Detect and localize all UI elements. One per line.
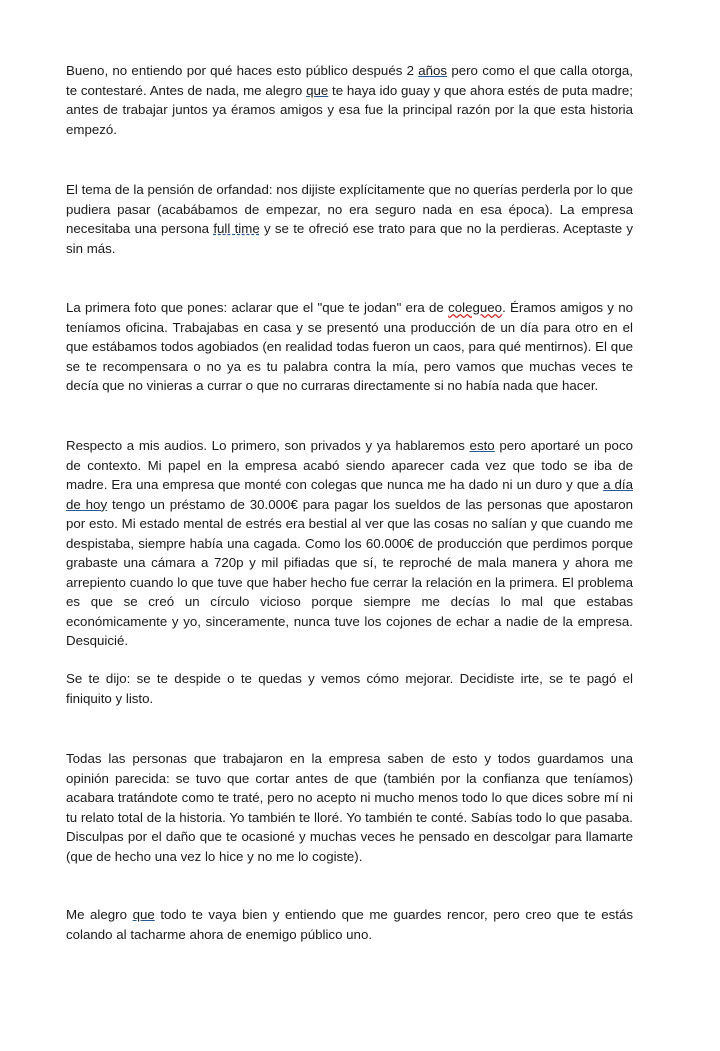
grammar-mark: años xyxy=(418,63,448,78)
text-run: Se te dijo: se te despide o te quedas y vemos cómo mejorar. Decidiste irte, se te pagó el finiquito y listo. xyxy=(66,671,633,706)
paragraph-6 xyxy=(66,749,633,866)
paragraph-5 xyxy=(66,669,633,708)
grammar-mark: esto xyxy=(469,438,495,453)
paragraph-3 xyxy=(66,298,633,396)
text-run: te haya ido guay y que ahora estés de puta madre; antes de trabajar juntos ya éramos amigos y esa fue la principal razón por la que esta historia empezó. xyxy=(66,82,633,137)
grammar-mark: a día de hoy xyxy=(66,477,634,512)
paragraph-2 xyxy=(66,180,633,258)
text-run: todo te vaya bien y entiendo que me guardes rencor, pero creo que te estás colando al tacharme ahora de enemigo público uno. xyxy=(66,907,633,942)
text-run: Bueno, no entiendo por qué haces esto público después 2 xyxy=(66,63,419,78)
text-run: Respecto a mis audios. Lo primero, son privados y ya hablaremos xyxy=(66,438,470,453)
style-mark: full time xyxy=(213,221,260,236)
grammar-mark: que xyxy=(306,82,329,98)
grammar-mark: que xyxy=(132,907,155,922)
text-run: y se te ofreció ese trato para que no la perdieras. Aceptaste y sin más. xyxy=(66,221,633,256)
spelling-mark: colegueo xyxy=(448,300,503,315)
text-run: . Éramos amigos y no teníamos oficina. Trabajabas en casa y se presentó una producción de un día para otro en el que estábamos todos agobiados (en realidad todas fueron un caos, para qué mentirnos). El que se te recompensara o no ya es tu palabra contra la mía, pero vamos que muchas veces te decía que no vinieras a currar o que no curraras directamente si no había nada que hacer. xyxy=(66,300,633,393)
paragraph-4 xyxy=(66,436,633,651)
text-run: pero aportaré un poco de contexto. Mi papel en la empresa acabó siendo aparecer cada vez que todo se iba de madre. Era una empresa que monté con colegas que nunca me ha dado ni un duro y que xyxy=(66,438,633,492)
text-run: Me alegro xyxy=(66,907,133,922)
text-run: tengo un préstamo de 30.000€ para pagar los sueldos de las personas que apostaron por esto. Mi estado mental de estrés era bestial al ver que las cosas no salían y que cuando me despistaba, siempre había una cagada. Como los 60.000€ de producción que perdimos porque grabaste una cámara a 720p y mil pifiadas que sí, te reproché de mala manera y ahora me arrepiento cuando lo que tuve que haber hecho fue cerrar la relación en la primera. El problema es que se creó un círculo vicioso porque siempre me decías lo mal que estabas económicamente y yo, sinceramente, nunca tuve los cojones de echar a nadie de la empresa. Desquicié. xyxy=(66,496,633,648)
text-run: pero como el que calla otorga, te contestaré. Antes de nada, me alegro xyxy=(66,63,633,98)
text-run: Todas las personas que trabajaron en la empresa saben de esto y todos guardamos una opinión parecida: se tuvo que cortar antes de que (también por la confianza que teníamos) acabara tratándote como te traté, pero no acepto ni mucho menos todo lo que dices sobre mí ni tu relato total de la historia. Yo también te lloré. Yo también te conté. Sabías todo lo que pasaba. Disculpas por el daño que te ocasioné y muchas veces he pensado en descolgar para llamarte (que de hecho una vez lo hice y no me lo cogiste). xyxy=(66,751,633,864)
paragraph-1 xyxy=(66,61,633,139)
text-run: El tema de la pensión de orfandad: nos dijiste explícitamente que no querías perderla por lo que pudiera pasar (acabábamos de empezar, no era seguro nada en esa época). La empresa necesitaba una persona xyxy=(66,182,633,236)
paragraph-7 xyxy=(66,905,633,944)
text-run: La primera foto que pones: aclarar que el "que te jodan" era de xyxy=(66,300,449,315)
